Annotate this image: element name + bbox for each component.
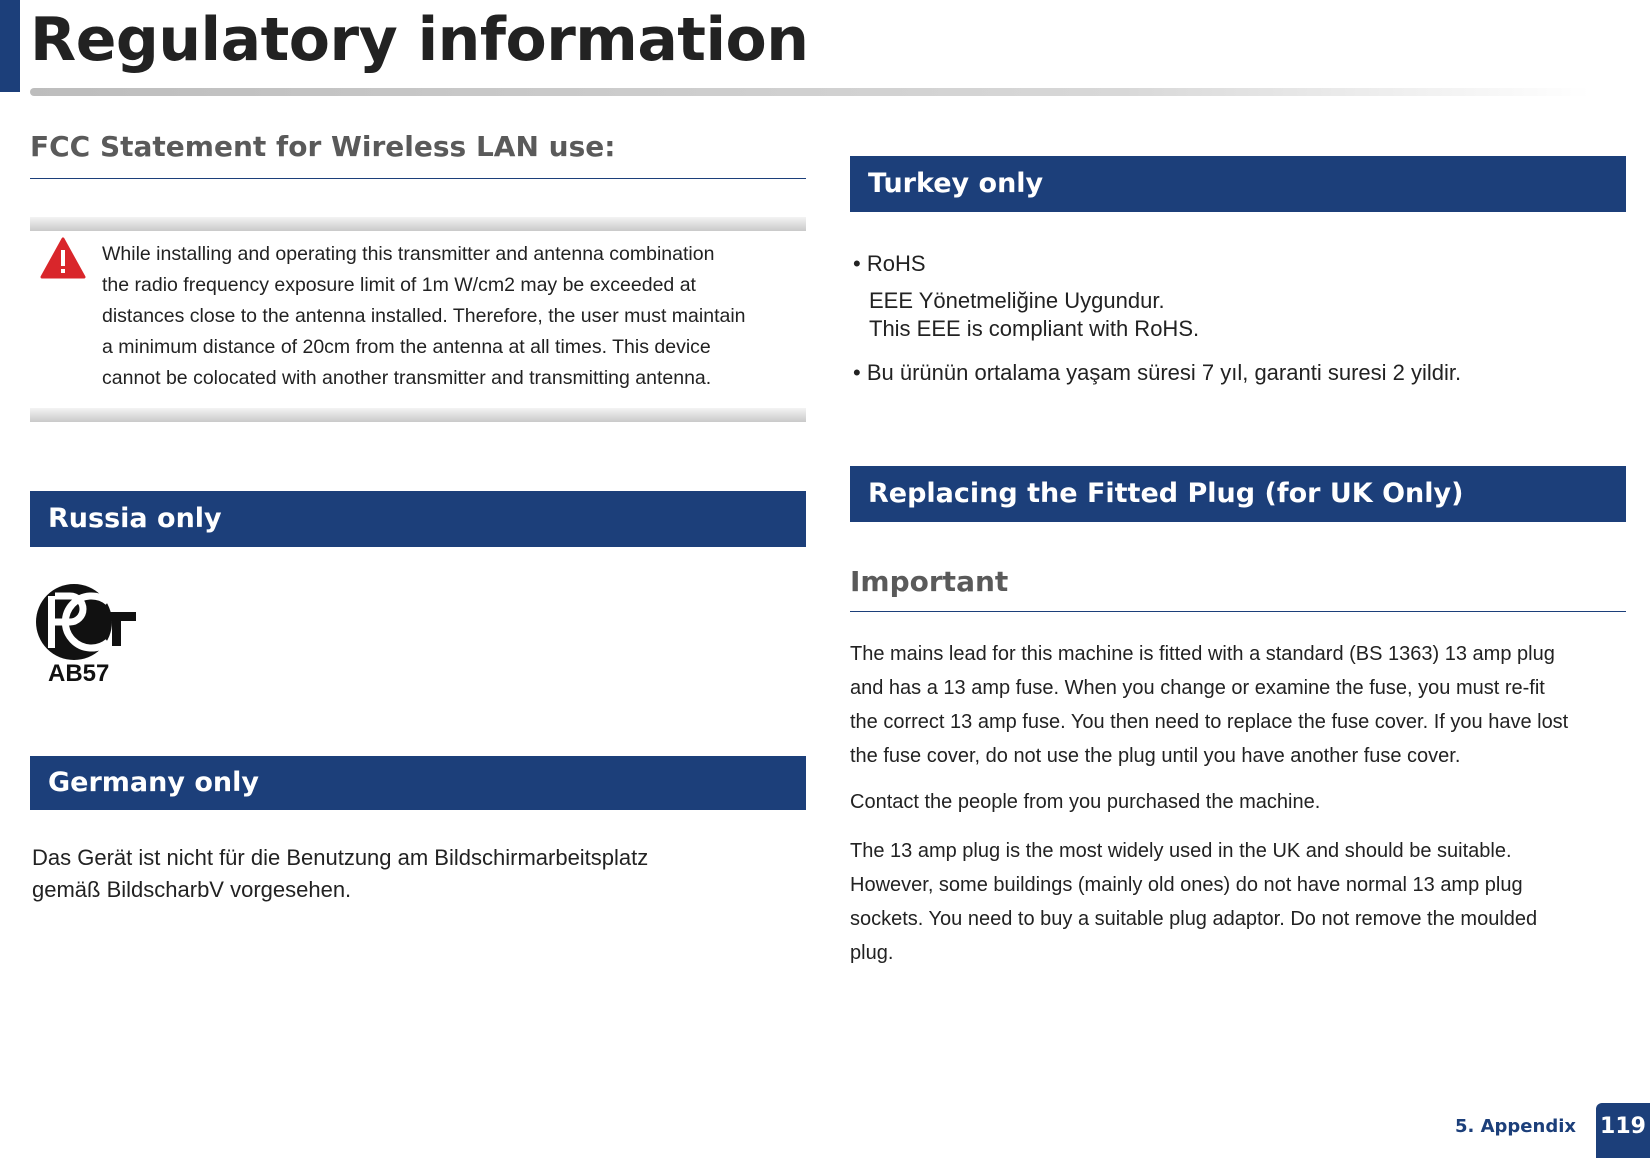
title-rule bbox=[30, 88, 1590, 96]
title-accent-bar bbox=[0, 0, 20, 92]
warning-line: cannot be colocated with another transmitter and transmitting antenna. bbox=[102, 367, 712, 389]
uk-subheading: Important bbox=[850, 565, 1009, 598]
turkey-line-2: EEE Yönetmeliğine Uygundur. bbox=[869, 288, 1165, 313]
warning-line: the radio frequency exposure limit of 1m W/cm2 may be exceeded at bbox=[102, 274, 696, 296]
text-line: The 13 amp plug is the most widely used in the UK and should be suitable. bbox=[850, 840, 1512, 862]
uk-paragraph-3 bbox=[850, 834, 1626, 970]
turkey-line-3: This EEE is compliant with RoHS. bbox=[869, 316, 1200, 341]
bullet-icon: • bbox=[853, 251, 861, 276]
uk-paragraph-2: Contact the people from you purchased the machine. bbox=[850, 791, 1321, 813]
russia-heading: Russia only bbox=[30, 491, 806, 547]
footer-section: 5. Appendix bbox=[1454, 1116, 1576, 1137]
warning-line: distances close to the antenna installed. Therefore, the user must maintain bbox=[102, 305, 746, 327]
warning-top-band bbox=[30, 217, 806, 231]
text-line: However, some buildings (mainly old ones) do not have normal 13 amp plug bbox=[850, 874, 1523, 896]
warning-bottom-band bbox=[30, 408, 806, 422]
fcc-heading-rule bbox=[30, 178, 806, 179]
turkey-lifetime-text: Bu ürünün ortalama yaşam süresi 7 yıl, garanti suresi 2 yildir. bbox=[866, 360, 1462, 385]
fcc-heading: FCC Statement for Wireless LAN use: bbox=[30, 130, 616, 163]
uk-paragraph-1 bbox=[850, 637, 1626, 773]
gost-logo-icon bbox=[30, 582, 140, 662]
page-number: 119 bbox=[1596, 1103, 1650, 1158]
germany-line-2: gemäß BildscharbV vorgesehen. bbox=[32, 877, 352, 902]
gost-code: AB57 bbox=[48, 660, 110, 687]
warning-text bbox=[102, 239, 802, 394]
turkey-bullet-rohs bbox=[853, 251, 926, 277]
page-title: Regulatory information bbox=[30, 5, 809, 75]
warning-line: While installing and operating this transmitter and antenna combination bbox=[102, 243, 715, 265]
turkey-heading: Turkey only bbox=[850, 156, 1626, 212]
germany-heading: Germany only bbox=[30, 756, 806, 810]
text-line: plug. bbox=[850, 942, 894, 964]
text-line: The mains lead for this machine is fitted with a standard (BS 1363) 13 amp plug bbox=[850, 643, 1555, 665]
germany-line-1: Das Gerät ist nicht für die Benutzung am Bildschirmarbeitsplatz bbox=[32, 845, 649, 870]
text-line: sockets. You need to buy a suitable plug adaptor. Do not remove the moulded bbox=[850, 908, 1538, 930]
gost-mark bbox=[30, 582, 140, 692]
uk-heading: Replacing the Fitted Plug (for UK Only) bbox=[850, 466, 1626, 522]
text-line: the correct 13 amp fuse. You then need to replace the fuse cover. If you have lost bbox=[850, 711, 1569, 733]
turkey-bullet-lifetime bbox=[853, 360, 1461, 386]
text-line: and has a 13 amp fuse. When you change or examine the fuse, you must re-fit bbox=[850, 677, 1545, 699]
uk-subheading-rule bbox=[850, 611, 1626, 612]
warning-line: a minimum distance of 20cm from the antenna at all times. This device bbox=[102, 336, 711, 358]
warning-box bbox=[30, 217, 806, 422]
text-line: the fuse cover, do not use the plug until you have another fuse cover. bbox=[850, 745, 1461, 767]
turkey-rohs-text: RoHS bbox=[866, 251, 926, 276]
warning-icon bbox=[40, 237, 86, 279]
bullet-icon: • bbox=[853, 360, 861, 385]
